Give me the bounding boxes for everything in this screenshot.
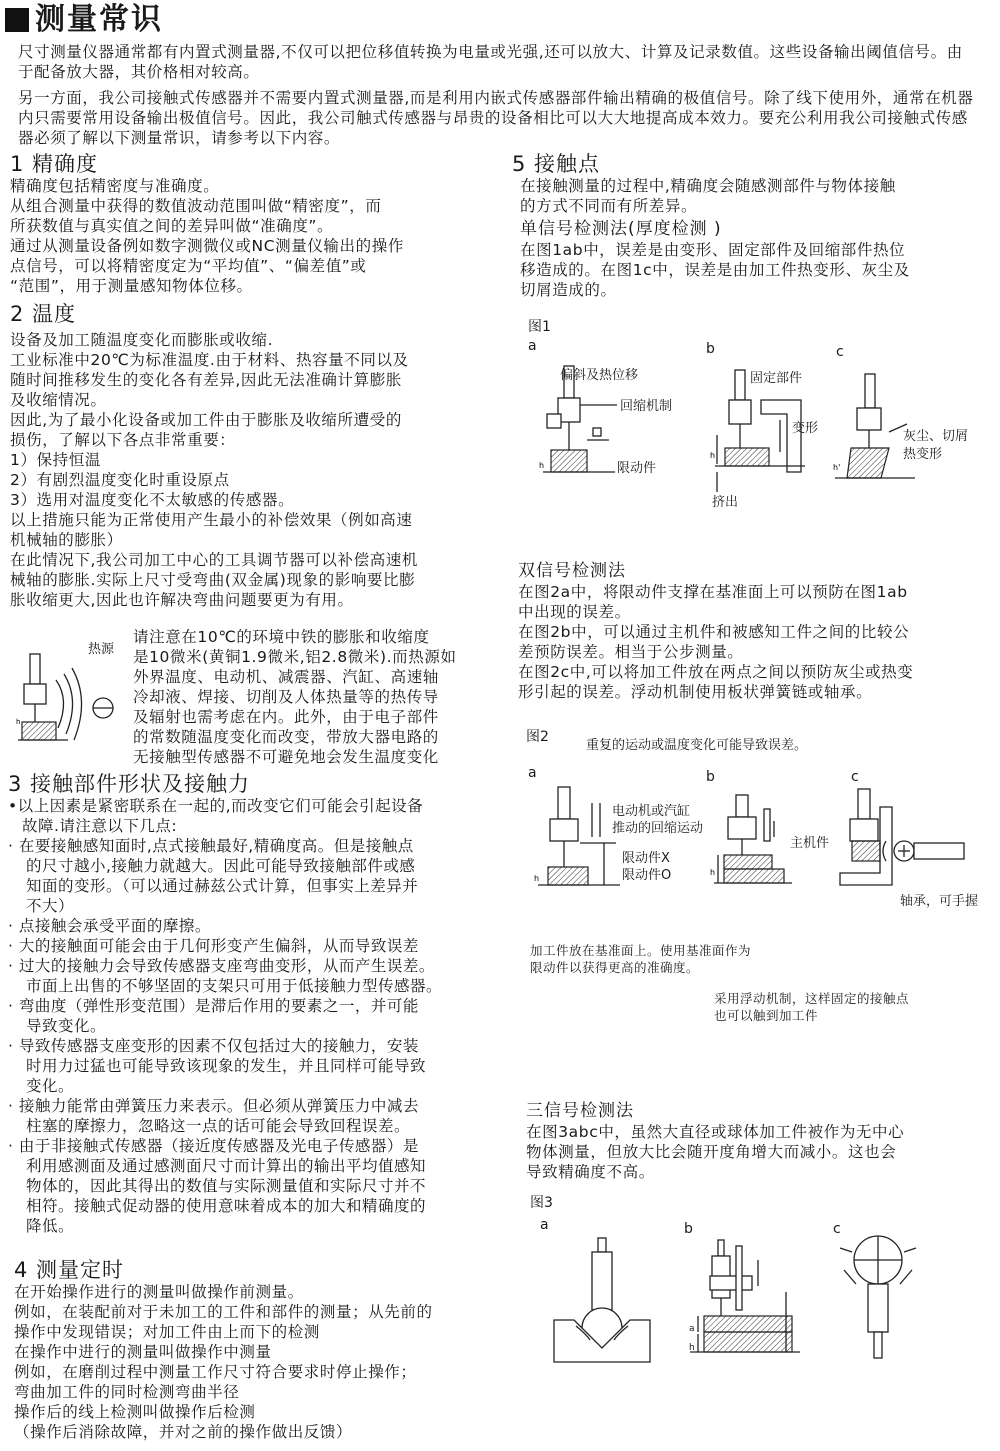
fig2-note-2a: 采用浮动机制，这样固定的接触点 — [714, 991, 910, 1006]
bullet-line: 过大的接触力会导致传感器支座弯曲变形，从而产生误差。 — [18, 957, 435, 975]
section-line: 物体测量，但放大比会随开度角增大而减小。这也会 — [526, 1143, 897, 1161]
bullet-line: 相符。接触式促动器的使用意味着成本的加大和精确度的 — [26, 1197, 427, 1215]
section-line: 切屑造成的。 — [520, 281, 617, 299]
note-line: 无接触型传感器不可避免地会发生温度变化 — [133, 748, 439, 766]
svg-text:h: h — [539, 461, 545, 470]
bullet-line: 利用感测面及通过感测面尺寸而计算出的输出平均值感知 — [26, 1157, 427, 1175]
double-signal-section — [518, 560, 993, 702]
single-signal-heading: 单信号检测法(厚度检测 ) — [520, 219, 722, 239]
section-line: 形引起的误差。浮动机制使用板状弹簧链或轴承。 — [518, 683, 873, 701]
bullet-line: 物体的，因此其得出的数值与实际测量值和实际尺寸并不 — [26, 1177, 427, 1195]
section-line: “范围”，用于测量感知物体位移。 — [10, 277, 253, 295]
bullet-line: 知面的变形。（可以通过赫兹公式计算，但事实上差异并 — [26, 877, 419, 895]
bullet-line: 时用力过猛也可能导致该现象的发生，并且同样可能导致 — [26, 1057, 427, 1075]
section-line: 及收缩情况。 — [10, 391, 107, 409]
section-line: 中出现的误差。 — [518, 603, 631, 621]
bullet-mark: · — [8, 1037, 14, 1055]
fig1-b-text-1: 固定部件 — [750, 371, 803, 386]
fig1-a-text-1: 偏斜及热位移 — [560, 368, 639, 383]
fig2-c-label: c — [851, 769, 859, 785]
fig2-a-label: a — [528, 765, 537, 781]
section-line: 在图2a中，将限动件支撑在基准面上可以预防在图1ab — [518, 583, 908, 601]
fig2-caption: 重复的运动或温度变化可能导致误差。 — [586, 738, 808, 753]
section-timing — [14, 1258, 519, 1442]
section-line: 在图1ab中，误差是由变形、固定部件及回缩部件热位 — [520, 241, 906, 259]
fig2-b-label: b — [706, 769, 715, 785]
bullet-line: 以上因素是紧密联系在一起的,而改变它们可能会引起设备 — [17, 797, 424, 815]
section-heading: 5 接触点 — [512, 152, 601, 176]
section-line: 机械轴的膨胀） — [10, 531, 123, 549]
section-line: 操作后的线上检测叫做操作后检测 — [14, 1403, 256, 1421]
fig3-b-h-mark: h — [689, 1343, 695, 1353]
section-line: 在接触测量的过程中,精确度会随感测部件与物体接触 — [520, 177, 896, 195]
bullet-line: 降低。 — [26, 1217, 75, 1235]
section-line: 3）选用对温度变化不太敏感的传感器。 — [10, 491, 295, 509]
svg-text:h: h — [16, 718, 21, 726]
bullet-line: 的尺寸越小,接触力就越大。因此可能导致接触部件或感 — [26, 857, 416, 875]
section-line: 2）有剧烈温度变化时重设原点 — [10, 471, 230, 489]
temperature-note — [133, 627, 503, 767]
fig2-note-2b: 也可以触到加工件 — [714, 1008, 819, 1023]
section-heading: 3 接触部件形状及接触力 — [8, 772, 251, 796]
fig2-note-1b: 限动件以获得更高的准确度。 — [530, 960, 700, 975]
fig1-a-text-3: 限动件 — [617, 461, 657, 476]
bullet-line: 导致变化。 — [26, 1017, 107, 1035]
section-line: 工业标准中20℃为标准温度.由于材料、热容量不同以及 — [10, 351, 409, 369]
bullet-mark: · — [8, 917, 14, 935]
section-line: 1）保持恒温 — [10, 451, 101, 469]
svg-text:h: h — [710, 451, 716, 460]
fig3-c-label: c — [833, 1221, 841, 1237]
bullet-mark: · — [8, 1137, 14, 1155]
bullet-line: 点接触会承受平面的摩擦。 — [18, 917, 211, 935]
fig1-c-text-1: 灰尘、切屑 — [903, 429, 969, 444]
note-line: 是10微米(黄铜1.9微米,铝2.8微米).而热源如 — [133, 648, 457, 666]
section-line: 械轴的膨胀.实际上尺寸受弯曲(双金属)现象的影响要比膨 — [10, 571, 416, 589]
fig1-b-text-2: 变形 — [792, 421, 819, 436]
fig2-a-text-3: 限动件X — [622, 851, 670, 866]
section-line: 在图3abc中，虽然大直径或球体加工件被作为无中心 — [526, 1123, 905, 1141]
section-line: 损伤，了解以下各点非常重要： — [10, 431, 236, 449]
fig2-a-text-4: 限动件O — [622, 868, 672, 883]
section-line: 因此,为了最小化设备或加工件由于膨胀及收缩所遭受的 — [10, 411, 402, 429]
section-line: 胀收缩更大,因此也许解决弯曲问题要更为有用。 — [10, 591, 354, 609]
section-line: 以上措施只能为正常使用产生最小的补偿效果（例如高速 — [10, 511, 413, 529]
title-text: 测量常识 — [35, 2, 163, 37]
section-line: 例如，在磨削过程中测量工作尺寸符合要求时停止操作； — [14, 1363, 417, 1381]
section-line: 在开始操作进行的测量叫做操作前测量。 — [14, 1283, 304, 1301]
bullet-line: 接触力能常由弹簧压力来表示。但必须从弹簧压力中减去 — [18, 1097, 419, 1115]
note-line: 请注意在10℃的环境中铁的膨胀和收缩度 — [133, 628, 430, 646]
section-line: 在操作中进行的测量叫做操作中测量 — [14, 1343, 272, 1361]
intro-paragraph-2: 另一方面，我公司接触式传感器并不需要内置式测量器,而是利用内嵌式传感器部件输出精确的极值信号。除了线下使用外，通常在机器内只需要常用设备输出极值信号。因此，我公司触式传感器与昂贵的设备相比可以大大地提高成本效力。要充公利用我公司接触式传感器必须了解以下测量常识，请参考以下内容。 — [18, 89, 974, 147]
section-line: 所获数值与真实值之间的差异叫做“准确度”。 — [10, 217, 334, 235]
section-line: 操作中发现错误；对加工件由上而下的检测 — [14, 1323, 320, 1341]
section-heading: 1 精确度 — [10, 152, 99, 176]
fig1-a-label: a — [528, 338, 537, 354]
fig2-note-1a: 加工件放在基准面上。使用基准面作为 — [530, 943, 752, 958]
section-heading: 4 测量定时 — [14, 1258, 125, 1282]
fig3-b-a-mark: a — [689, 1324, 695, 1334]
bullet-line: 不大） — [26, 897, 75, 915]
section-line: 弯曲加工件的同时检测弯曲半径 — [14, 1383, 240, 1401]
note-line: 及辐射也需考虑在内。此外，由于电子部件 — [133, 708, 439, 726]
section-line: 导致精确度不高。 — [526, 1163, 655, 1181]
fig2-a-text-1: 电动机或汽缸 — [612, 804, 691, 819]
fig3-b-label: b — [684, 1221, 693, 1237]
section-line: （操作后消除故障，并对之前的操作做出反馈） — [14, 1423, 353, 1441]
bullet-mark: · — [8, 997, 14, 1015]
fig2-label: 图2 — [526, 729, 549, 745]
fig1-b-text-3: 挤出 — [712, 495, 739, 510]
page-title — [5, 2, 163, 38]
section-line: 随时间推移发生的变化各有差异,因此无法准确计算膨胀 — [10, 371, 402, 389]
section-line: 设备及加工随温度变化而膨胀或收缩. — [10, 331, 274, 349]
title-square-icon — [5, 8, 29, 32]
bullet-mark: · — [8, 837, 14, 855]
triple-signal-heading: 三信号检测法 — [526, 1101, 634, 1121]
bullet-line: 在要接触感知面时,点式接触最好,精确度高。但是接触点 — [18, 837, 414, 855]
bullet-mark: · — [8, 937, 14, 955]
section-contact-point — [512, 152, 992, 300]
section-line: 在图2c中,可以将加工件放在两点之间以预防灰尘或热变 — [518, 663, 914, 681]
section-line: 差预防误差。相当于公步测量。 — [518, 643, 744, 661]
fig1-label: 图1 — [528, 319, 551, 335]
svg-text:h: h — [710, 868, 716, 877]
section-temperature — [10, 302, 510, 610]
section-line: 例如，在装配前对于未加工的工件和部件的测量；从先前的 — [14, 1303, 433, 1321]
fig1-c-label: c — [836, 344, 844, 360]
fig2-c-text-1: 轴承，可手握 — [900, 894, 979, 909]
fig1-a-text-2: 回缩机制 — [620, 399, 673, 414]
note-line: 的常数随温度变化而改变，带放大器电路的 — [133, 728, 439, 746]
section-line: 的方式不同而有所差异。 — [520, 197, 698, 215]
note-line: 外界温度、电动机、减震器、汽缸、高速轴 — [133, 668, 439, 686]
triple-signal-section — [526, 1100, 991, 1182]
note-line: 冷却液、焊接、切削及人体热量等的热传导 — [133, 688, 439, 706]
bullet-line: 弯曲度（弹性形变范围）是滞后作用的要素之一，并可能 — [18, 997, 419, 1015]
bullet-line: 柱塞的摩擦力，忽略这一点的话可能会导致回程误差。 — [26, 1117, 411, 1135]
fig2-a-text-2: 推动的回缩运动 — [612, 821, 704, 836]
fig1-c-text-2: 热变形 — [903, 447, 943, 462]
fig1-b-label: b — [706, 341, 715, 357]
intro-paragraph-1: 尺寸测量仪器通常都有内置式测量器,不仅可以把位移值转换为电量或光强,还可以放大、计算及记录数值。这些设备输出阈值信号。由于配备放大器，其价格相对较高。 — [18, 43, 963, 81]
svg-text:h': h' — [833, 463, 841, 472]
fig2-b-text-1: 主机件 — [790, 836, 830, 851]
bullet-line: 市面上出售的不够坚固的支架只可用于低接触力型传感器。 — [26, 977, 443, 995]
bullet-mark: · — [8, 1097, 14, 1115]
section-line: 在图2b中，可以通过主机件和被感知工件之间的比较公 — [518, 623, 910, 641]
section-line: 精确度包括精密度与准确度。 — [10, 177, 220, 195]
fig3-label: 图3 — [530, 1195, 553, 1211]
heat-source-label: 热源 — [88, 642, 115, 657]
bullet-line: 变化。 — [26, 1077, 75, 1095]
section-line: 从组合测量中获得的数值波动范围叫做“精密度”，而 — [10, 197, 382, 215]
bullet-line: 大的接触面可能会由于几何形变产生偏斜，从而导致误差 — [18, 937, 419, 955]
section-contact-shape — [8, 772, 513, 1236]
section-line: 通过从测量设备例如数字测微仪或NC测量仪输出的操作 — [10, 237, 404, 255]
bullet-mark: • — [8, 797, 18, 815]
section-accuracy — [10, 152, 510, 296]
fig3-drawing — [540, 1230, 990, 1370]
section-line: 在此情况下,我公司加工中心的工具调节器可以补偿高速机 — [10, 551, 419, 569]
fig3-a-label: a — [540, 1217, 549, 1233]
section-line: 点信号，可以将精密度定为“平均值”、“偏差值”或 — [10, 257, 367, 275]
double-signal-heading: 双信号检测法 — [518, 561, 626, 581]
bullet-line: 导致传感器支座变形的因素不仅包括过大的接触力，安装 — [18, 1037, 419, 1055]
bullet-line: 由于非接触式传感器（接近度传感器及光电子传感器）是 — [18, 1137, 419, 1155]
bullet-mark: · — [8, 957, 14, 975]
section-line: 移造成的。在图1c中，误差是由加工件热变形、灰尘及 — [520, 261, 910, 279]
bullet-line: 故障.请注意以下几点: — [22, 817, 178, 835]
section-heading: 2 温度 — [10, 302, 77, 326]
svg-text:h: h — [534, 874, 540, 883]
